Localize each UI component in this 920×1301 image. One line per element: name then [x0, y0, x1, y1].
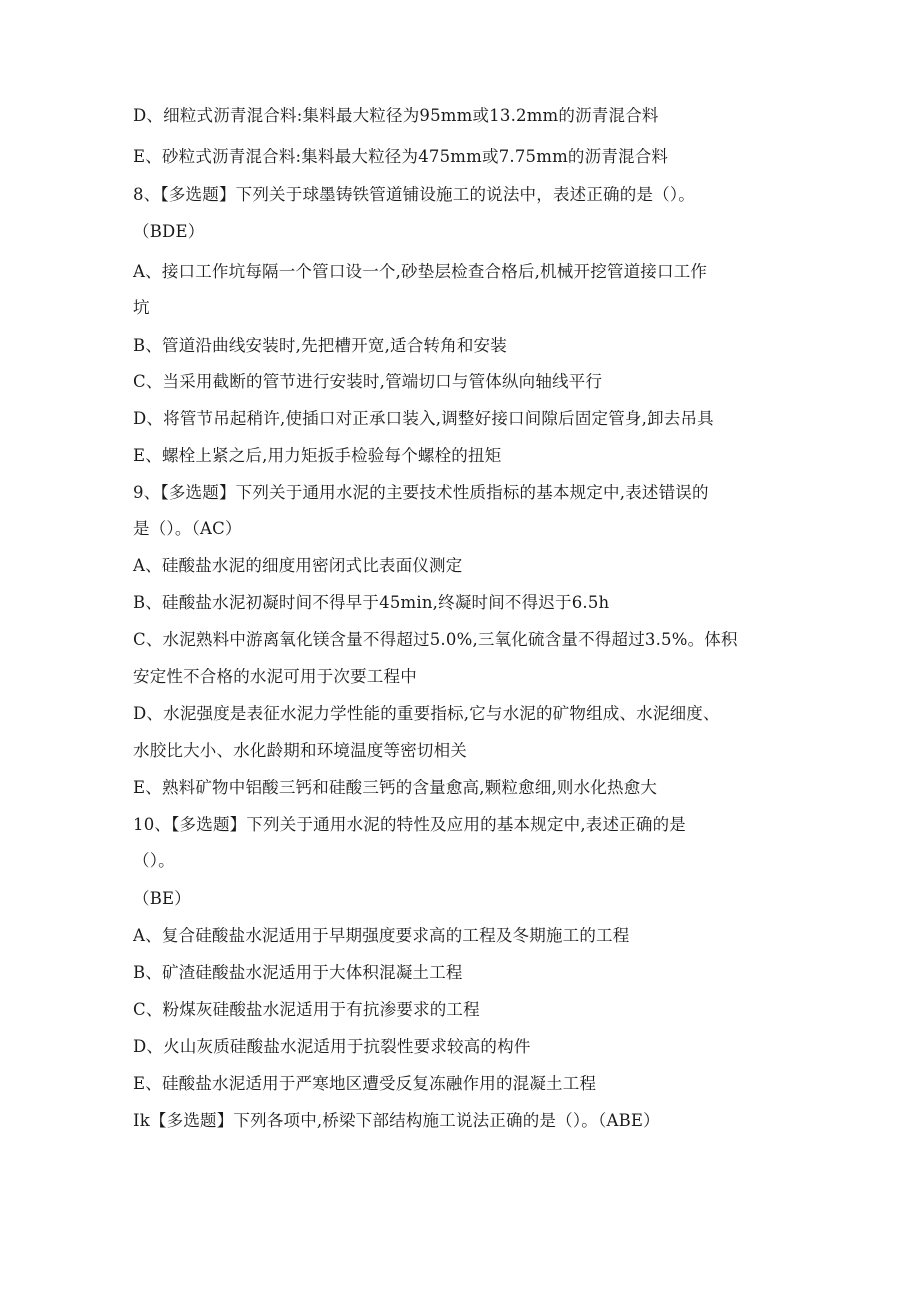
question-9-option-d-cont: 水胶比大小、水化龄期和环境温度等密切相关 [133, 741, 467, 760]
question-9-stem: 9、【多选题】下列关于通用水泥的主要技术性质指标的基本规定中,表述错误的 [133, 483, 709, 502]
question-9-option-b: B、硅酸盐水泥初凝时间不得早于45min,终凝时间不得迟于6.5h [133, 593, 610, 612]
question-9-option-d: D、水泥强度是表征水泥力学性能的重要指标,它与水泥的矿物组成、水泥细度、 [133, 704, 720, 723]
question-10-option-d: D、火山灰质硅酸盐水泥适用于抗裂性要求较高的构件 [133, 1037, 531, 1056]
question-10-option-a: A、复合硅酸盐水泥适用于早期强度要求高的工程及冬期施工的工程 [133, 926, 630, 945]
question-9-option-c-cont: 安定性不合格的水泥可用于次要工程中 [133, 667, 417, 686]
question-8-answer: （BDE） [133, 222, 205, 241]
text-line-option-e: E、砂粒式沥青混合料:集料最大粒径为475mm或7.75mm的沥青混合料 [133, 147, 669, 166]
question-10-stem: 10、【多选题】下列关于通用水泥的特性及应用的基本规定中,表述正确的是 [133, 815, 686, 834]
question-10-option-c: C、粉煤灰硅酸盐水泥适用于有抗渗要求的工程 [133, 1000, 480, 1019]
question-9-option-c: C、水泥熟料中游离氧化镁含量不得超过5.0%,三氧化硫含量不得超过3.5%。体积 [133, 630, 738, 649]
question-8-option-a: A、接口工作坑每隔一个管口设一个,砂垫层检查合格后,机械开挖管道接口工作 [133, 262, 708, 281]
text-line-option-d: D、细粒式沥青混合料:集料最大粒径为95mm或13.2mm的沥青混合料 [133, 106, 659, 125]
question-8-option-a-cont: 坑 [133, 298, 150, 317]
question-10-option-b: B、矿渣硅酸盐水泥适用于大体积混凝土工程 [133, 963, 463, 982]
question-8-option-c: C、当采用截断的管节进行安装时,管端切口与管体纵向轴线平行 [133, 372, 603, 391]
question-9-option-e: E、熟料矿物中铝酸三钙和硅酸三钙的含量愈高,颗粒愈细,则水化热愈大 [133, 778, 658, 797]
question-10-stem-cont: （）。 [133, 851, 175, 870]
question-8-stem: 8、【多选题】下列关于球墨铸铁管道铺设施工的说法中，表述正确的是（）。 [133, 185, 695, 204]
question-11-stem: Ik【多选题】下列各项中,桥梁下部结构施工说法正确的是（）。（ABE） [133, 1111, 660, 1130]
question-8-option-d: D、将管节吊起稍许,使插口对正承口装入,调整好接口间隙后固定管身,卸去吊具 [133, 409, 714, 428]
question-8-option-b: B、管道沿曲线安装时,先把槽开宽,适合转角和安装 [133, 336, 507, 355]
question-9-option-a: A、硅酸盐水泥的细度用密闭式比表面仪测定 [133, 556, 463, 575]
question-10-answer: （BE） [133, 889, 191, 908]
question-10-option-e: E、硅酸盐水泥适用于严寒地区遭受反复冻融作用的混凝土工程 [133, 1074, 597, 1093]
question-8-option-e: E、螺栓上紧之后,用力矩扳手检验每个螺栓的扭矩 [133, 446, 502, 465]
question-9-stem-cont: 是（）。（AC） [133, 519, 242, 538]
